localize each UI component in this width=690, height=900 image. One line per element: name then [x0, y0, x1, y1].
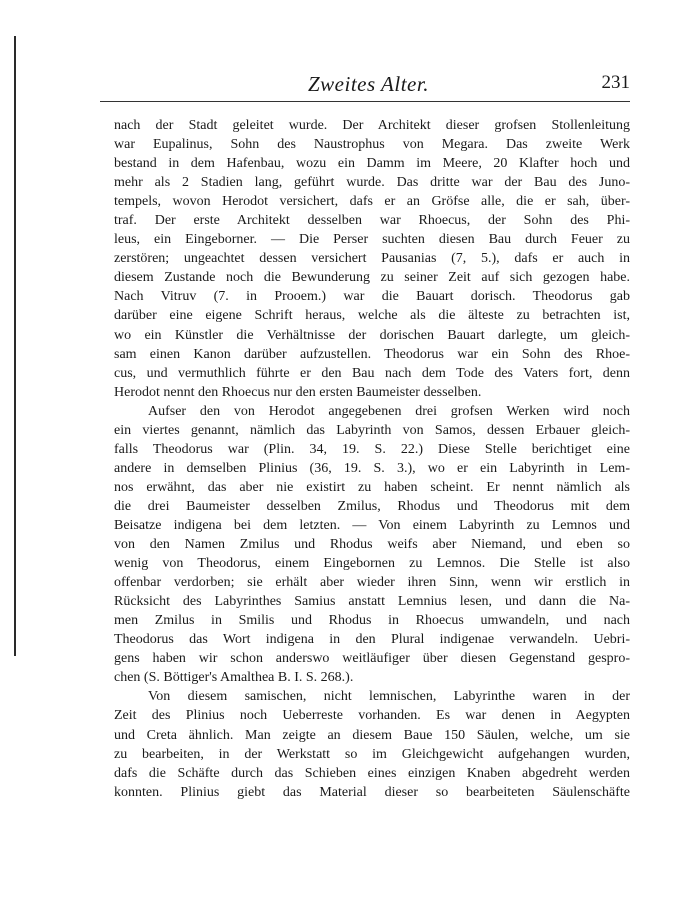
text-line: bestand in dem Hafenbau, wozu ein Damm im Meere, 20 Klafter hoch und [114, 156, 630, 172]
text-line: chen (S. Böttiger's Amalthea B. I. S. 268.). [114, 670, 354, 686]
text-line: zu bearbeiten, in der Werkstatt so im Gleichgewicht aufgehangen wurden, [114, 746, 630, 762]
text-line: war Eupalinus, Sohn des Naustrophus von Megara. Das zweite Werk [114, 137, 630, 153]
text-line: konnten. Plinius giebt das Material dieser so bearbeiteten Säulenschäfte [114, 784, 630, 800]
text-line: Rücksicht des Labyrinthes Samius anstatt Lemnius lesen, und dann die Na- [114, 594, 630, 610]
text-line: traf. Der erste Architekt desselben war Rhoecus, der Sohn des Phi- [114, 213, 630, 229]
text-line: zerstören; ungeachtet dessen versichert Pausanias (7, 5.), dafs er auch in [114, 251, 630, 267]
text-line: sam einen Kanon darüber aufzustellen. Theodorus war ein Sohn des Rhoe- [114, 346, 630, 362]
text-line: mehr als 2 Stadien lang, geführt wurde. Das dritte war der Bau des Juno- [114, 175, 630, 191]
text-line: Aufser den von Herodot angegebenen drei grofsen Werken wird noch [148, 403, 630, 419]
text-line: tempels, wovon Herodot versichert, dafs er an Gröfse alle, die er sah, über- [114, 194, 630, 210]
running-title: Zweites Alter. [308, 72, 429, 96]
text-line: falls Theodorus war (Plin. 34, 19. S. 22.) Diese Stelle berichtiget eine [114, 441, 630, 457]
text-line: men Zmilus in Smilis und Rhodus in Rhoecus umwandeln, und nach [114, 613, 630, 629]
text-line: offenbar verdorben; sie erhält aber wieder ihren Sinn, wenn wir erstlich in [114, 575, 630, 591]
text-line: wenig von Theodorus, einem Eingebornen zu Lemnos. Die Stelle ist also [114, 556, 630, 572]
text-line: von den Namen Zmilus und Rhodus weifs aber Niemand, und eben so [114, 537, 630, 553]
text-line: cus, und vermuthlich führte er den Bau nach dem Tode des Vaters fort, denn [114, 365, 630, 381]
page-number: 231 [601, 72, 630, 93]
text-line: diesem Zustande noch die Bewunderung zu seiner Zeit auf sich gezogen habe. [114, 270, 630, 286]
text-line: die drei Baumeister desselben Zmilus, Rhodus und Theodorus mit dem [114, 498, 630, 514]
header-rule [100, 101, 630, 102]
text-line: leus, ein Eingeborner. — Die Perser suchten diesen Bau durch Feuer zu [114, 232, 630, 248]
text-line: und Creta ähnlich. Man zeigte an diesem Baue 150 Säulen, welche, um sie [114, 727, 630, 743]
text-line: nos erwähnt, das aber nie existirt zu haben scheint. Er nennt nämlich als [114, 479, 630, 495]
text-line: Zeit des Plinius noch Ueberreste vorhanden. Es war denen in Aegypten [114, 708, 630, 724]
text-line: Theodorus das Wort indigena in den Plural indigenae verwandeln. Uebri- [114, 632, 630, 648]
text-line: andere in demselben Plinius (36, 19. S. 3.), wo er ein Labyrinth in Lem- [114, 460, 630, 476]
text-line: ein viertes genannt, nämlich das Labyrinth von Samos, dessen Erbauer gleich- [114, 422, 630, 438]
text-line: dafs die Schäfte durch das Schieben eines einzigen Knaben abgedreht werden [114, 765, 630, 781]
text-line: Von diesem samischen, nicht lemnischen, Labyrinthe waren in der [148, 689, 630, 705]
text-line: Herodot nennt den Rhoecus nur den ersten Baumeister desselben. [114, 384, 482, 400]
page-edge-line [14, 36, 16, 656]
text-line: Nach Vitruv (7. in Prooem.) war die Bauart dorisch. Theodorus gab [114, 289, 630, 305]
running-head [100, 72, 630, 106]
text-line: nach der Stadt geleitet wurde. Der Architekt dieser grofsen Stollenleitung [114, 118, 630, 133]
body-text [114, 116, 630, 802]
text-line: Beisatze indigena bei dem letzten. — Von einem Labyrinth zu Lemnos und [114, 517, 630, 533]
text-line: gens haben wir schon anderswo weitläufiger über diesen Gegenstand gesprо- [114, 651, 630, 667]
text-line: wo ein Künstler die Verhältnisse der dorischen Bauart darlegte, um gleich- [114, 327, 630, 343]
text-line: darüber eine eigene Schrift heraus, welche als die älteste zu betrachten ist, [114, 308, 630, 324]
